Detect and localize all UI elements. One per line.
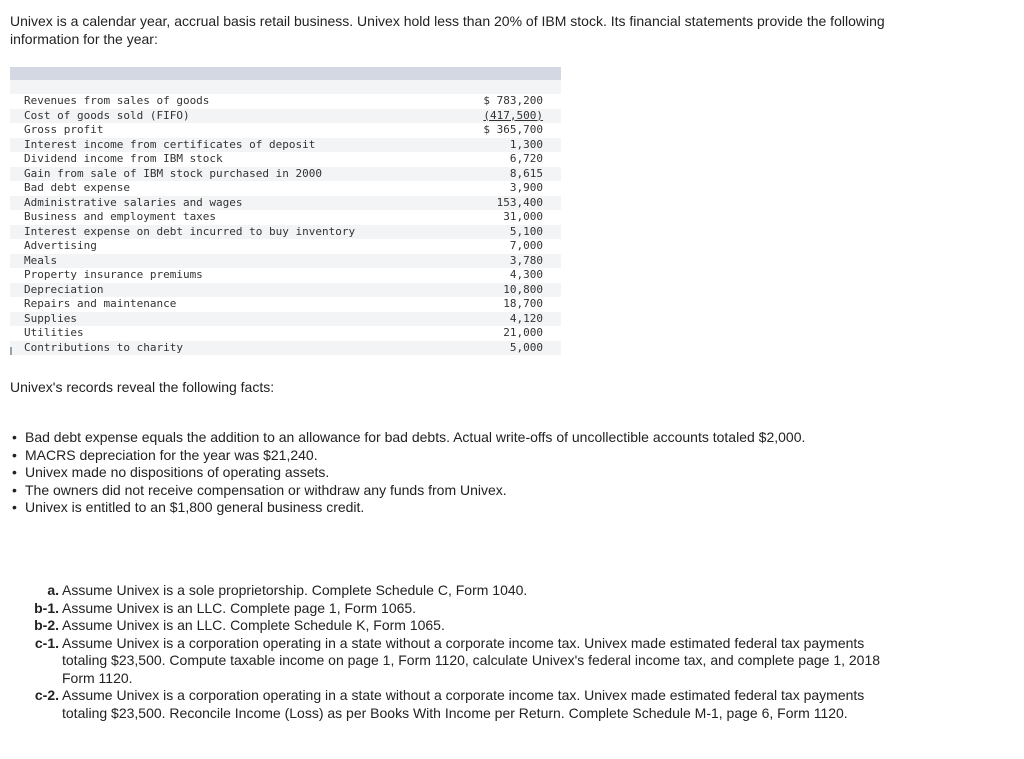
list-item [10, 499, 805, 517]
row-value: $ 783,200 [483, 94, 543, 107]
bullet-icon: • [12, 446, 17, 463]
table-row [10, 326, 561, 341]
row-value: 21,000 [503, 326, 543, 339]
row-value: 7,000 [509, 239, 543, 252]
row-value: (417,500) [483, 108, 543, 122]
row-value: 31,000 [503, 210, 543, 223]
fact-text: MACRS depreciation for the year was $21,240. [25, 446, 318, 463]
row-value: 8,615 [509, 166, 543, 180]
questions-list [30, 582, 910, 722]
row-value: 10,800 [503, 282, 543, 296]
row-label: Depreciation [24, 282, 104, 296]
table-row [10, 123, 561, 138]
row-label: Meals [24, 253, 58, 267]
table-scroll-stub [10, 347, 12, 355]
question-label: c-1. [34, 634, 59, 651]
table-row [10, 341, 561, 356]
intro-paragraph: Univex is a calendar year, accrual basis retail business. Univex hold less than 20% of IBM stock. Its financial statements provide the following information for the year: [10, 13, 885, 47]
table-row [10, 254, 561, 269]
row-value: 3,780 [509, 253, 543, 267]
row-value: 5,000 [509, 340, 543, 354]
list-item [10, 429, 805, 447]
bullet-icon: • [12, 464, 17, 480]
question-item [30, 635, 910, 688]
table-row [10, 138, 561, 153]
row-label: Administrative salaries and wages [24, 195, 243, 209]
table-row [10, 167, 561, 182]
question-item [30, 617, 910, 635]
table-row [10, 152, 561, 167]
question-text: Assume Univex is a sole proprietorship. Complete Schedule C, Form 1040. [62, 582, 528, 598]
table-row [10, 225, 561, 240]
question-item [30, 582, 910, 600]
table-row [10, 312, 561, 327]
row-label: Property insurance premiums [24, 268, 203, 281]
row-value: 4,120 [509, 311, 543, 325]
row-label: Gain from sale of IBM stock purchased in 2000 [24, 166, 323, 180]
table-row [10, 239, 561, 254]
question-item [30, 687, 910, 722]
question-text: Assume Univex is a corporation operating in a state without a corporate income tax. Univex made estimated federal tax payments totaling $23,500. Reconcile Income (Loss) as per Books With Income per Return. Complete Schedule M-1, page 6, Form 1120. [62, 687, 865, 721]
row-label: Revenues from sales of goods [24, 94, 210, 107]
fact-text: Univex made no dispositions of operating assets. [25, 464, 330, 480]
facts-heading: Univex's records reveal the following facts: [10, 379, 275, 395]
question-text: Assume Univex is an LLC. Complete page 1, Form 1065. [62, 599, 417, 616]
table-row [10, 268, 561, 283]
bullet-icon: • [12, 429, 17, 445]
row-label: Repairs and maintenance [24, 297, 177, 310]
fact-text: Bad debt expense equals the addition to an allowance for bad debts. Actual write-offs of uncollectible accounts totaled $2,000. [25, 429, 806, 445]
list-item [10, 464, 805, 482]
facts-list [10, 429, 805, 517]
row-value: 3,900 [509, 181, 543, 194]
bullet-icon: • [12, 499, 17, 515]
row-label: Dividend income from IBM stock [24, 152, 223, 165]
row-label: Utilities [24, 326, 84, 339]
table-row [10, 297, 561, 312]
fact-text: The owners did not receive compensation or withdraw any funds from Univex. [25, 481, 507, 498]
table-row [10, 109, 561, 124]
table-row [10, 196, 561, 211]
table-row [10, 94, 561, 109]
row-value: 5,100 [509, 224, 543, 238]
row-value: 4,300 [509, 268, 543, 281]
table-row [10, 181, 561, 196]
row-label: Gross profit [24, 123, 104, 136]
question-label: b-2. [34, 617, 59, 633]
row-label: Interest expense on debt incurred to buy inventory [24, 224, 356, 238]
row-label: Bad debt expense [24, 181, 130, 194]
financial-statement-table [10, 67, 561, 355]
question-label: c-2. [34, 687, 59, 703]
row-value: 18,700 [503, 297, 543, 310]
question-text: Assume Univex is a corporation operating in a state without a corporate income tax. Univex made estimated federal tax payments totaling $23,500. Compute taxable income on page 1, Form 1120, calculate Univex's federal income tax, and complete page 1, 2018 Form 1120. [62, 634, 881, 686]
row-value: 1,300 [509, 137, 543, 151]
question-item [30, 600, 910, 618]
row-label: Supplies [24, 311, 77, 325]
row-label: Contributions to charity [24, 340, 183, 354]
table-row [10, 283, 561, 298]
row-label: Cost of goods sold (FIFO) [24, 108, 190, 122]
bullet-icon: • [12, 481, 17, 498]
list-item [10, 482, 805, 500]
list-item [10, 447, 805, 465]
financial-rows [10, 94, 561, 355]
row-value: $ 365,700 [483, 123, 543, 136]
row-label: Interest income from certificates of deposit [24, 137, 316, 151]
row-label: Business and employment taxes [24, 210, 217, 223]
question-label: a. [47, 582, 59, 598]
question-label: b-1. [34, 599, 59, 616]
fact-text: Univex is entitled to an $1,800 general business credit. [25, 499, 365, 515]
table-row [10, 210, 561, 225]
question-text: Assume Univex is an LLC. Complete Schedule K, Form 1065. [62, 617, 445, 633]
row-value: 6,720 [509, 152, 543, 165]
row-value: 153,400 [496, 195, 543, 209]
row-label: Advertising [24, 239, 97, 252]
